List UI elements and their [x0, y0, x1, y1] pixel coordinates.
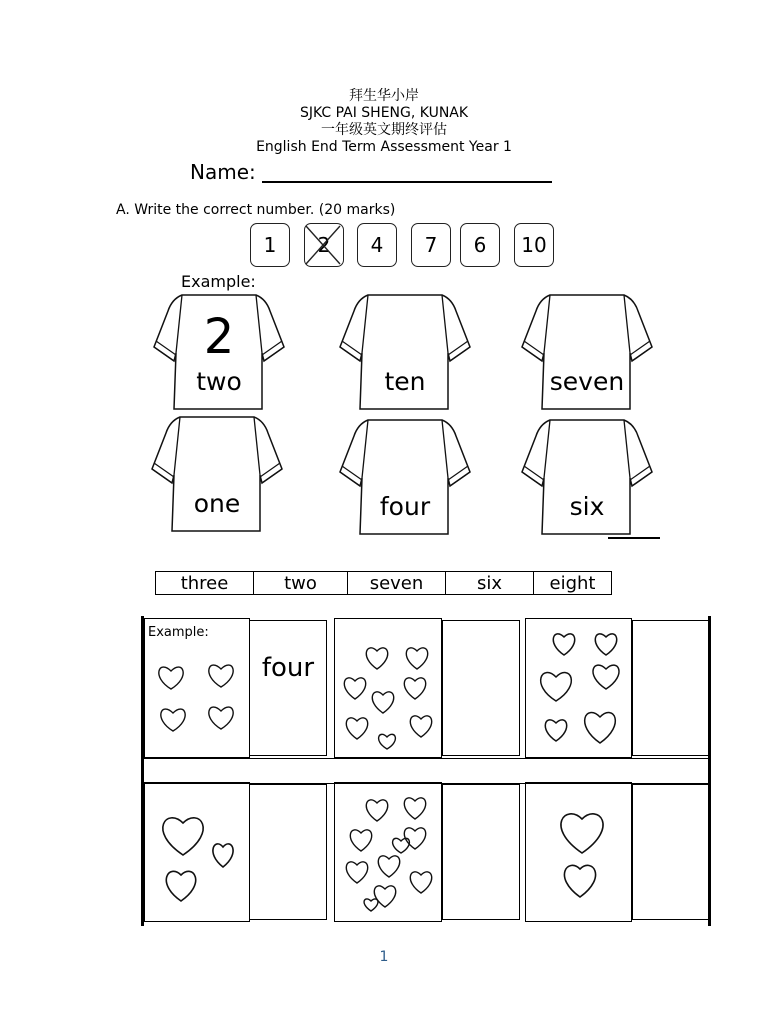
word-bank-item: two	[254, 572, 348, 595]
heart-icon	[166, 871, 195, 901]
heart-picture-cell	[525, 782, 632, 922]
word-bank-item: six	[446, 572, 534, 595]
example-answer: four	[261, 653, 315, 683]
heart-icon	[213, 844, 233, 867]
heart-icon	[350, 830, 371, 851]
school-chinese-name: 拜生华小岸	[349, 88, 419, 104]
heart-icon	[410, 872, 431, 893]
heart-icon	[593, 665, 619, 689]
answer-cell[interactable]	[632, 620, 709, 756]
shirt-question	[338, 418, 472, 538]
heart-picture-cell	[144, 782, 250, 922]
assessment-title: English End Term Assessment Year 1	[256, 139, 512, 155]
heart-picture-cell	[334, 618, 442, 758]
word-bank-item: eight	[534, 572, 612, 595]
shirt-word: seven	[549, 367, 625, 396]
shirt-word: two	[196, 367, 242, 396]
number-choice-box: 1	[250, 223, 290, 267]
grid-row-separator	[142, 758, 710, 784]
shirt-word: four	[379, 492, 431, 521]
heart-icon	[209, 665, 233, 687]
heart-icon	[595, 634, 616, 655]
shirt-example	[152, 293, 286, 413]
example-label: Example:	[148, 625, 209, 640]
heart-icon	[346, 862, 367, 883]
heart-icon	[364, 899, 378, 911]
heart-icon	[209, 707, 233, 729]
answer-cell[interactable]	[249, 784, 327, 920]
heart-icon	[161, 709, 185, 731]
heart-icon	[379, 734, 396, 749]
cross-out-mark	[303, 223, 343, 267]
hearts-group	[145, 619, 251, 759]
school-name: SJKC PAI SHENG, KUNAK	[299, 105, 469, 121]
heart-icon	[159, 667, 183, 689]
heart-icon	[561, 814, 603, 853]
example-label: Example:	[181, 272, 256, 291]
page-number: 1	[379, 949, 389, 965]
shirt-word: one	[193, 489, 241, 518]
number-choice-box: 4	[357, 223, 397, 267]
heart-picture-cell	[334, 782, 442, 922]
shirt-word: six	[569, 492, 605, 521]
word-bank-item: three	[156, 572, 254, 595]
heart-picture-cell	[144, 618, 250, 758]
hearts-group	[335, 783, 443, 923]
assessment-chinese-title: 一年级英文期终评估	[321, 122, 447, 138]
number-choice-box: 10	[514, 223, 554, 267]
heart-icon	[163, 818, 203, 855]
heart-icon	[564, 865, 595, 897]
shirt-question	[150, 415, 284, 535]
hearts-group	[335, 619, 443, 759]
heart-icon	[553, 634, 574, 655]
number-choice-box: 6	[460, 223, 500, 267]
shirt-question	[520, 293, 654, 413]
number-choice-box-crossed	[304, 223, 344, 267]
heart-icon	[378, 856, 399, 877]
heart-icon	[545, 720, 566, 741]
answer-cell[interactable]	[442, 784, 520, 920]
shirt-question	[338, 293, 472, 413]
shirt-question	[520, 418, 654, 538]
section-a-instruction: A. Write the correct number. (20 marks)	[116, 202, 396, 218]
heart-icon	[366, 800, 387, 821]
name-blank-line[interactable]	[262, 181, 552, 183]
heart-icon	[346, 718, 367, 739]
heart-icon	[406, 648, 427, 669]
word-bank	[155, 571, 612, 595]
number-choice-box: 7	[411, 223, 451, 267]
heart-icon	[585, 713, 616, 743]
heart-picture-cell	[525, 618, 632, 758]
hearts-group	[526, 619, 633, 759]
hearts-group	[526, 783, 633, 923]
name-label: Name:	[190, 160, 256, 184]
shirt-word: ten	[384, 367, 426, 396]
shirt-number: 2	[203, 309, 235, 365]
heart-icon	[372, 692, 393, 713]
heart-icon	[404, 678, 425, 699]
answer-cell[interactable]	[442, 620, 520, 756]
answer-cell-example	[249, 620, 327, 756]
number-choice-text: 2	[317, 233, 331, 257]
decorative-line	[608, 537, 660, 539]
heart-icon	[541, 673, 572, 701]
hearts-group	[145, 783, 251, 923]
word-bank-item: seven	[348, 572, 446, 595]
heart-icon	[410, 716, 431, 737]
answer-cell[interactable]	[632, 784, 709, 920]
heart-icon	[366, 648, 387, 669]
heart-icon	[404, 798, 425, 819]
heart-icon	[344, 678, 365, 699]
